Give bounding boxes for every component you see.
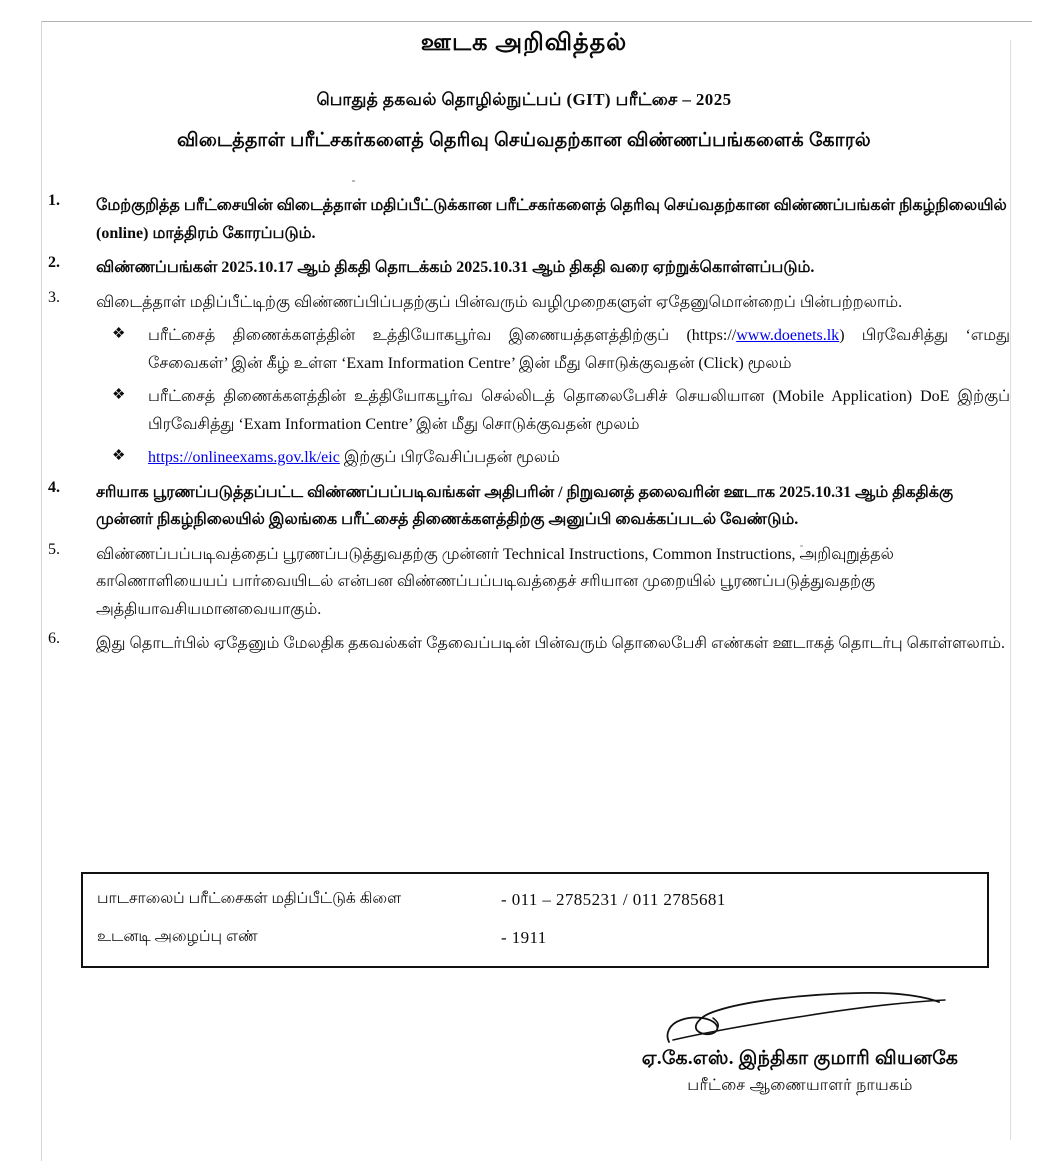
clause-item-5: [44, 541, 1010, 624]
clause-number: 4.: [48, 478, 60, 496]
clause-item-6: [44, 630, 1010, 658]
contact-label: பாடசாலைப் பரீட்சைகள் மதிப்பீட்டுக் கிளை: [97, 890, 402, 907]
diamond-bullet-icon: ❖: [112, 448, 126, 465]
method-text-suffix: ) பிரவேசித்து ‘எமது சேவைகள்’ இன் கீழ் உள்ள ‘Exam Information Centre’ இன் மீது சொடுக்குவதன் (Click) மூலம்: [148, 327, 1010, 372]
clause-number: 5.: [48, 540, 60, 558]
clause-item-4: [44, 479, 1010, 534]
clause-item-2: [44, 254, 1010, 282]
clause-list: [44, 192, 1010, 665]
scan-artifact-left-line: [41, 21, 42, 1161]
contact-phone-number: - 011 – 2785231 / 011 2785681: [501, 890, 726, 909]
clause-text: சரியாக பூரணப்படுத்தப்பட்ட விண்ணப்பப்படிவங்கள் அதிபரின் / நிறுவனத் தலைவரின் ஊடாக 2025.10.31 ஆம் திகதிக்கு முன்னர் நிகழ்நிலையில் இலங்கை பரீட்சைத் திணைக்களத்திற்கு அனுப்பி வைக்கப்படல் வேண்டும்.: [96, 483, 954, 529]
signatory-role: பரீட்சை ஆணையாளர் நாயகம்: [687, 1077, 913, 1094]
signature-block: [600, 990, 1020, 1160]
document-title: ஊடக அறிவித்தல்: [420, 30, 628, 56]
clause-number: 3.: [48, 288, 60, 306]
onlineexams-eic-link[interactable]: https://onlineexams.gov.lk/eic: [148, 449, 340, 467]
document-subtitle-secondary: விடைத்தாள் பரீட்சகர்களைத் தெரிவு செய்வதற்கான விண்ணப்பங்களைக் கோரல்: [176, 130, 872, 151]
contact-row-branch: [97, 890, 977, 910]
clause-number: 6.: [48, 630, 60, 648]
application-method-mobile-app: [96, 383, 1010, 438]
application-method-onlineexams: [96, 444, 1010, 472]
scan-artifact-right-line: [1010, 40, 1011, 1140]
scan-artifact-speck: [352, 180, 355, 182]
diamond-bullet-icon: ❖: [112, 387, 126, 404]
method-text-prefix: பரீட்சைத் திணைக்களத்தின் உத்தியோகபூர்வ இணையத்தளத்திற்குப் (https://: [148, 327, 737, 345]
document-subtitle: பொதுத் தகவல் தொழில்நுட்பப் (GIT) பரீட்சை – 2025: [316, 90, 732, 109]
clause-text: மேற்குறித்த பரீட்சையின் விடைத்தாள் மதிப்பீட்டுக்கான பரீட்சகர்களைத் தெரிவு செய்வதற்கான விண்ணப்பங்கள் நிகழ்நிலையில் (online) மாத்திரம் கோரப்படும்.: [96, 197, 1007, 242]
contact-details-box: [81, 872, 989, 968]
application-method-website: [96, 322, 1010, 377]
contact-row-hotline: [97, 928, 977, 948]
clause-text: விடைத்தாள் மதிப்பீட்டிற்கு விண்ணப்பிப்பதற்குப் பின்வரும் வழிமுறைகளுள் ஏதேனுமொன்றைப் பின்பற்றலாம்.: [96, 293, 903, 311]
clause-item-1: [44, 192, 1010, 247]
scan-artifact-top-line: [42, 21, 1032, 22]
handwritten-signature: [655, 990, 975, 1050]
contact-hotline-number: - 1911: [501, 928, 547, 947]
doenets-website-link[interactable]: www.doenets.lk: [736, 327, 840, 345]
diamond-bullet-icon: ❖: [112, 326, 126, 343]
method-text-prefix: பரீட்சைத் திணைக்களத்தின் உத்தியோகபூர்வ செல்லிடத் தொலைபேசிச் செயலியான (Mobile Application) DoE இற்குப் பிரவேசித்து ‘Exam Information Centre’ இன் மீது சொடுக்குவதன் மூலம்: [148, 388, 1010, 433]
clause-number: 2.: [48, 254, 60, 272]
clause-item-3: [44, 289, 1010, 472]
clause-number: 1.: [48, 192, 60, 209]
method-text-suffix: இற்குப் பிரவேசிப்பதன் மூலம்: [339, 449, 560, 467]
clause-text: விண்ணப்பப்படிவத்தைப் பூரணப்படுத்துவதற்கு முன்னர் Technical Instructions, Common Instructions, அறிவுறுத்தல் காணொளியையப் பார்வையிடல் என்பன விண்ணப்பப்படிவத்தைச் சரியான முறையில் பூரணப்படுத்துவதற்கு அத்தியாவசியமானவையாகும்.: [96, 545, 894, 618]
clause-text: இது தொடர்பில் ஏதேனும் மேலதிக தகவல்கள் தேவைப்படின் பின்வரும் தொலைபேசி எண்கள் ஊடாகத் தொடர்பு கொள்ளலாம்.: [96, 635, 1006, 653]
contact-label: உடனடி அழைப்பு எண்: [97, 928, 258, 945]
application-method-list: [96, 322, 1010, 472]
clause-text: விண்ணப்பங்கள் 2025.10.17 ஆம் திகதி தொடக்கம் 2025.10.31 ஆம் திகதி வரை ஏற்றுக்கொள்ளப்படும்.: [96, 259, 815, 277]
signatory-name: ஏ.கே.எஸ். இந்திகா குமாரி வியனகே: [641, 1048, 959, 1069]
